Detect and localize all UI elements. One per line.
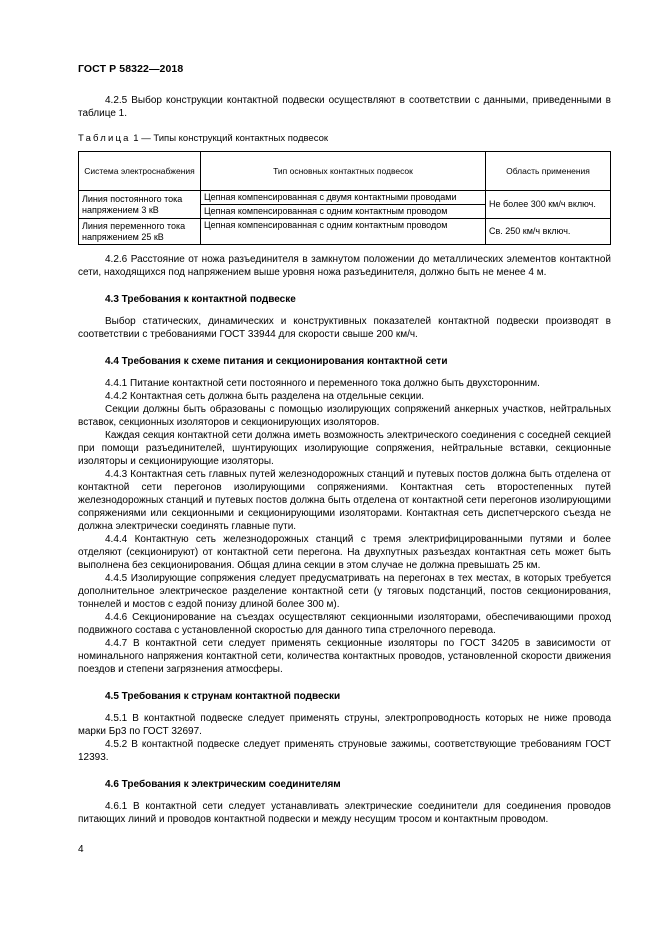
paragraph-4-3: Выбор статических, динамических и конструктивных показателей контактной подвески производят в соответствии с требованиями ГОСТ 33944 для скорости свыше 200 км/ч. [78,316,611,340]
table-header-row [79,152,611,191]
paragraph-4-4-6: 4.4.6 Секционирование на съездах осуществляют секционными изоляторами, обеспечивающими проход подвижного состава с установленной скоростью для данного типа стрелочного перевода. [78,612,611,636]
table-row [79,191,611,205]
cell-dc-type-1: Цепная компенсированная с двумя контактными проводами [201,191,486,205]
paragraph-4-4-2-connection: Каждая секция контактной сети должна иметь возможность электрического соединения с соседней секцией при помощи разъединителей, шунтирующих изолирующие сопряжения, нейтральные вставки, секционные изоляторы и секционирующие изоляторы. [78,430,611,467]
cell-ac-system: Линия переменного тока напряжением 25 кВ [79,219,201,245]
paragraph-4-4-1: 4.4.1 Питание контактной сети постоянного и переменного тока должно быть двухсторонним. [105,378,540,389]
paragraph-4-4-7: 4.4.7 В контактной сети следует применять секционные изоляторы по ГОСТ 34205 в зависимости от номинального напряжения контактной сети, количества контактных проводов, установленной скорости движения поездов и степени загрязнения атмосферы. [78,638,611,675]
table-suspension-types [78,151,611,245]
paragraph-4-4-4: 4.4.4 Контактную сеть железнодорожных станций с тремя электрифицированными путями и более отделяют (секционируют) от контактной сети перегона. На двухпутных разъездах контактная сеть может быть выполнена без секционирования. Общая длина секции в этом случае не должна превышать 25 км. [78,534,611,571]
paragraph-4-5-1: 4.5.1 В контактной подвеске следует применять струны, электропроводность которых не ниже провода марки Бр3 по ГОСТ 32697. [78,713,611,737]
section-heading-4-3: 4.3 Требования к контактной подвеске [105,294,296,305]
section-heading-4-4: 4.4 Требования к схеме питания и секционирования контактной сети [105,356,448,367]
cell-dc-type-2: Цепная компенсированная с одним контактным проводом [201,205,486,219]
cell-dc-scope: Не более 300 км/ч включ. [486,191,611,219]
paragraph-4-2-5: 4.2.5 Выбор конструкции контактной подвески осуществляют в соответствии с данными, приведенными в таблице 1. [78,95,611,119]
paragraph-4-4-2: 4.4.2 Контактная сеть должна быть разделена на отдельные секции. [105,391,425,402]
document-header: ГОСТ Р 58322—2018 [78,63,184,75]
header-suspension-type: Тип основных контактных подвесок [201,152,486,191]
paragraph-4-4-3: 4.4.3 Контактная сеть главных путей железнодорожных станций и путевых постов должна быть отделена от контактной сети перегонов изолирующими сопряжениями. Контактная сеть второстепенных путей железнодорожных станций и путевых постов должна быть отделена от контактной сети перегонов изолирующими сопряжениями или секционными и секционирующими изоляторами. Контактная сеть диспетчерского съезда не должна электрически соединять главные пути. [78,469,611,532]
cell-ac-type: Цепная компенсированная с одним контактным проводом [201,219,486,245]
paragraph-4-4-5: 4.4.5 Изолирующие сопряжения следует предусматривать на перегонах в тех местах, в которых требуется дополнительное электрическое разделение контактной сети (у тяговых подстанций, постов секционирования, тоннелей и мостов с ездой понизу длиной более 300 м). [78,573,611,610]
table-caption [78,132,611,145]
header-power-system: Система электроснабжения [79,152,201,191]
header-application-area: Область применения [486,152,611,191]
page-content [78,94,611,826]
paragraph-4-4-2-sections: Секции должны быть образованы с помощью изолирующих сопряжений анкерных участков, нейтральных вставок, секционных изоляторов и секционирующих изоляторов. [78,404,611,428]
section-heading-4-6: 4.6 Требования к электрическим соединителям [105,779,341,790]
paragraph-4-6-1: 4.6.1 В контактной сети следует устанавливать электрические соединители для соединения проводов питающих линий и проводов контактной подвески и между несущим тросом и контактным проводом. [78,801,611,825]
table-row [79,219,611,245]
cell-ac-scope: Св. 250 км/ч включ. [486,219,611,245]
section-heading-4-5: 4.5 Требования к струнам контактной подвески [105,691,341,702]
paragraph-4-5-2: 4.5.2 В контактной подвеске следует применять струновые зажимы, соответствующие требованиям ГОСТ 12393. [78,739,611,763]
table-caption-text: 1 — Типы конструкций контактных подвесок [130,133,329,144]
page-number: 4 [78,844,84,855]
paragraph-4-2-6: 4.2.6 Расстояние от ножа разъединителя в замкнутом положении до металлических элементов контактной сети, находящихся под напряжением выше уровня ножа разъединителя, должно быть не менее 4 м. [78,254,611,278]
table-caption-word: Таблица [78,133,131,144]
cell-dc-system: Линия постоянного тока напряжением 3 кВ [79,191,201,219]
